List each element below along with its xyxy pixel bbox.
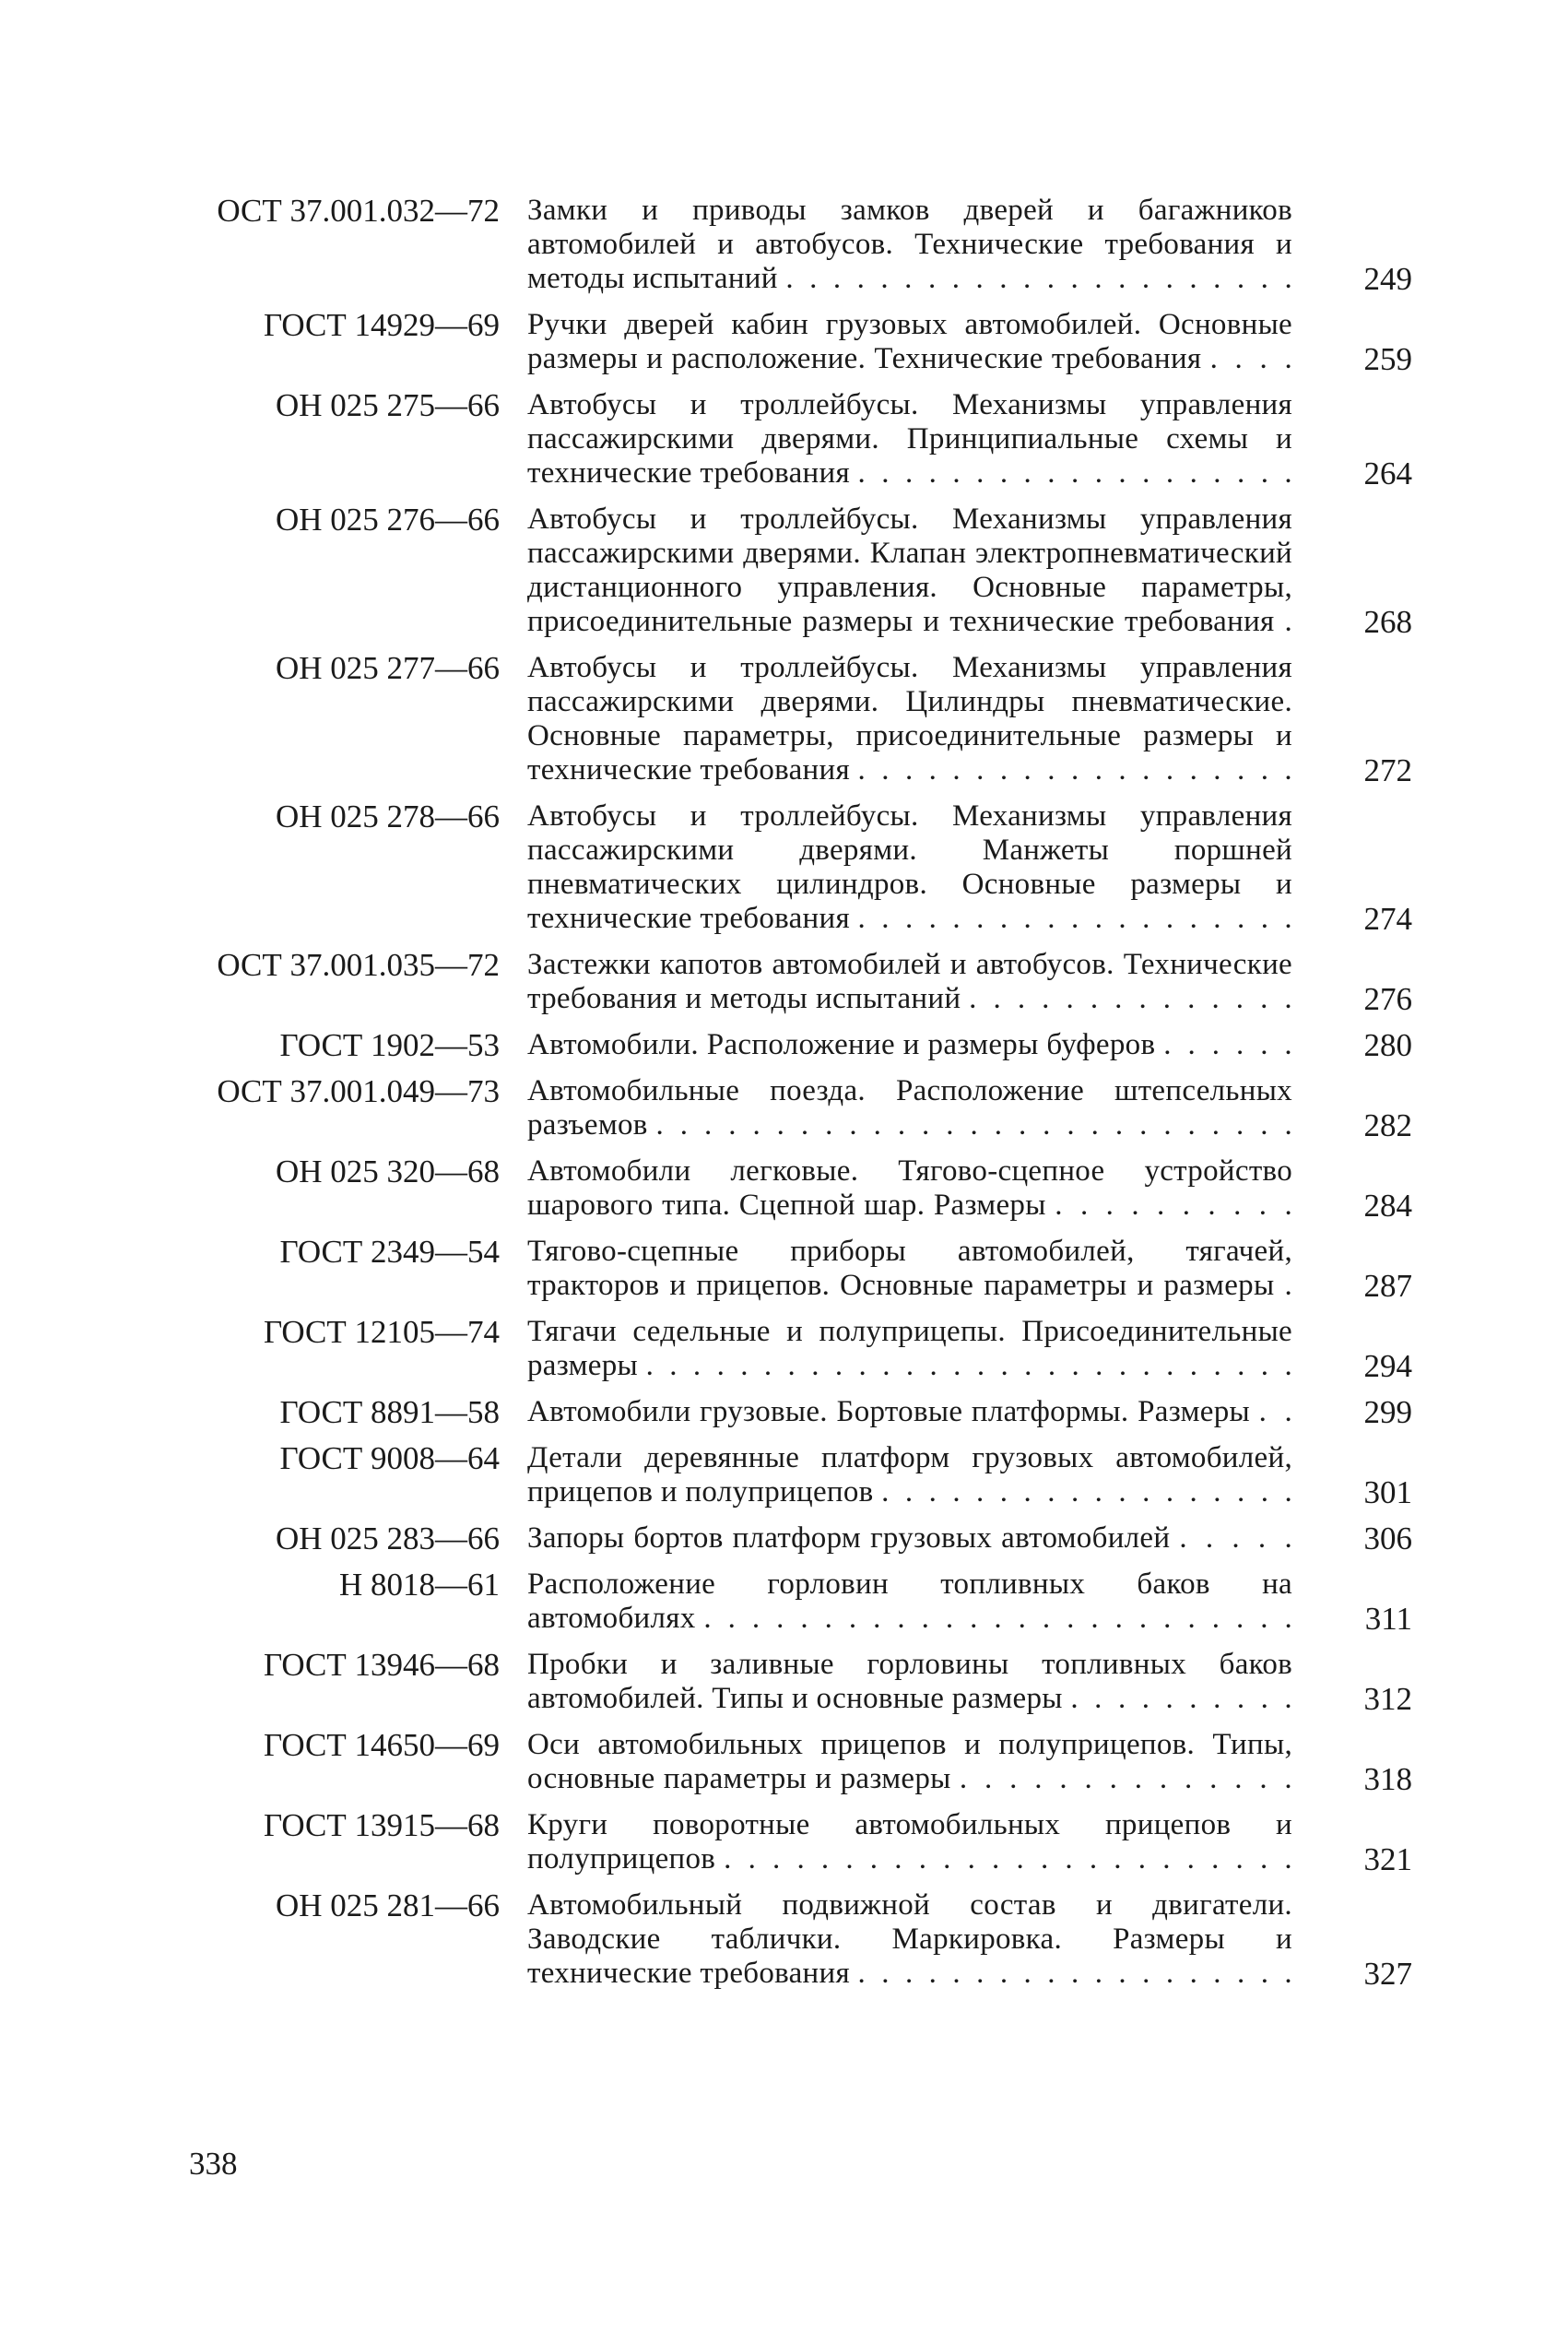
entry-title-wrap: [527, 1521, 1292, 1556]
entry-title: Оси автомобильных прицепов и полуприцепов. Типы, основные параметры и размеры . .: [527, 1728, 1292, 1796]
entry-page-number: 306: [1363, 1520, 1412, 1556]
standard-code: ОН 025 275—66: [275, 387, 500, 423]
entry-page-number: 284: [1363, 1188, 1412, 1224]
entry-title-wrap: [527, 1648, 1292, 1716]
standard-code: ГОСТ 13915—68: [263, 1807, 500, 1843]
toc-entry: [166, 948, 1420, 1016]
standard-code: ГОСТ 13946—68: [263, 1647, 500, 1683]
entry-title-column: [527, 651, 1292, 787]
entry-page-number: 280: [1363, 1027, 1412, 1063]
entry-title-column: [527, 1441, 1292, 1509]
entry-title-wrap: [527, 388, 1292, 491]
entry-title: Ручки дверей кабин грузовых автомобилей. Основные размеры и расположение. Технические требования . .: [527, 308, 1292, 376]
standard-code: Н 8018—61: [338, 1567, 500, 1603]
entry-title-column: [527, 1235, 1292, 1303]
entry-title: Автобусы и троллейбусы. Механизмы управления пассажирскими дверями. Манжеты поршней пневматических цилиндров. Основные размеры и технические требования . .: [527, 799, 1292, 936]
entry-title-wrap: [527, 948, 1292, 1016]
toc-entry: [166, 503, 1420, 639]
standard-code: ГОСТ 14650—69: [263, 1727, 500, 1763]
entry-title-wrap: [527, 1028, 1292, 1062]
entry-page-number: 274: [1363, 901, 1412, 937]
entry-title: Пробки и заливные горловины топливных баков автомобилей. Типы и основные размеры . .: [527, 1648, 1292, 1716]
toc-entry: [166, 1521, 1420, 1556]
entry-title-column: [527, 503, 1292, 639]
entry-title-wrap: [527, 1441, 1292, 1509]
entry-title-column: [527, 1154, 1292, 1223]
entry-title: Автобусы и троллейбусы. Механизмы управления пассажирскими дверями. Клапан электропневматический дистанционного управления. Основные параметры, присоединительные размеры и технические требования . .: [527, 503, 1292, 639]
standard-code: ОН 025 278—66: [275, 799, 500, 834]
standard-code: ГОСТ 8891—58: [279, 1394, 500, 1430]
toc-entry: [166, 308, 1420, 376]
standard-code: ГОСТ 14929—69: [263, 307, 500, 343]
entry-title-wrap: [527, 308, 1292, 376]
standard-code: ОСТ 37.001.035—72: [217, 947, 500, 983]
entry-page-number: 276: [1363, 981, 1412, 1017]
entry-page-number: 294: [1363, 1348, 1412, 1384]
standard-code: ОН 025 320—68: [275, 1154, 500, 1189]
toc-entry: [166, 1568, 1420, 1636]
standard-code: ОН 025 283—66: [275, 1520, 500, 1556]
entry-title: Тягово-сцепные приборы автомобилей, тягачей, тракторов и прицепов. Основные параметры и размеры . .: [527, 1235, 1292, 1303]
entry-page-number: 264: [1363, 456, 1412, 491]
standard-code: ГОСТ 12105—74: [263, 1314, 500, 1350]
entry-title: Автомобили легковые. Тягово-сцепное устройство шарового типа. Сцепной шар. Размеры . .: [527, 1154, 1292, 1223]
toc-entry: [166, 1315, 1420, 1383]
entry-title-column: [527, 1568, 1292, 1636]
entry-title-column: [527, 799, 1292, 936]
entry-title-wrap: [527, 1728, 1292, 1796]
entry-title-wrap: [527, 1888, 1292, 1991]
toc-entry: [166, 1235, 1420, 1303]
entry-title-wrap: [527, 1315, 1292, 1383]
standard-code: ОН 025 276—66: [275, 502, 500, 538]
standard-code: ГОСТ 1902—53: [279, 1027, 500, 1063]
toc-entry: [166, 1648, 1420, 1716]
entry-title: Тягачи седельные и полуприцепы. Присоединительные размеры . .: [527, 1315, 1292, 1383]
standard-code: ГОСТ 9008—64: [279, 1440, 500, 1476]
entry-page-number: 318: [1363, 1761, 1412, 1797]
entry-title-wrap: [527, 1154, 1292, 1223]
entry-title: Автобусы и троллейбусы. Механизмы управления пассажирскими дверями. Цилиндры пневматические. Основные параметры, присоединительные размеры и технические требования . .: [527, 651, 1292, 787]
entry-title: Автомобильные поезда. Расположение штепсельных разъемов . .: [527, 1074, 1292, 1142]
entry-title-wrap: [527, 651, 1292, 787]
entry-page-number: 282: [1363, 1107, 1412, 1143]
entry-title: Автобусы и троллейбусы. Механизмы управления пассажирскими дверями. Принципиальные схемы и технические требования . .: [527, 388, 1292, 491]
entry-page-number: 299: [1363, 1394, 1412, 1430]
entry-title-wrap: [527, 1074, 1292, 1142]
entry-title-wrap: [527, 503, 1292, 639]
toc-entry: [166, 388, 1420, 491]
entry-title-column: [527, 1888, 1292, 1991]
entry-page-number: 301: [1363, 1474, 1412, 1510]
entry-title-column: [527, 1074, 1292, 1142]
entry-page-number: 259: [1363, 341, 1412, 377]
entry-title-column: [527, 948, 1292, 1016]
entry-title-wrap: [527, 1808, 1292, 1876]
entry-title-wrap: [527, 799, 1292, 936]
entry-title-column: [527, 388, 1292, 491]
entry-title-wrap: [527, 194, 1292, 296]
entry-title-column: [527, 1728, 1292, 1796]
toc-entry: [166, 1074, 1420, 1142]
entry-title-column: [527, 1648, 1292, 1716]
entry-title-column: [527, 1521, 1292, 1556]
entry-page-number: 327: [1363, 1956, 1412, 1992]
toc-entry: [166, 1154, 1420, 1223]
toc-entry: [166, 651, 1420, 787]
entry-title: Застежки капотов автомобилей и автобусов. Технические требования и методы испытаний . .: [527, 948, 1292, 1016]
entry-page-number: 272: [1363, 752, 1412, 788]
entry-title: Замки и приводы замков дверей и багажников автомобилей и автобусов. Технические требования и методы испытаний . .: [527, 194, 1292, 296]
entry-title-column: [527, 1028, 1292, 1062]
toc-entry: [166, 1441, 1420, 1509]
entry-title: Автомобильный подвижной состав и двигатели. Заводские таблички. Маркировка. Размеры и технические требования . .: [527, 1888, 1292, 1991]
standard-code: ОСТ 37.001.032—72: [217, 193, 500, 229]
toc-entry: [166, 1728, 1420, 1796]
entry-title: Автомобили грузовые. Бортовые платформы. Размеры . .: [527, 1395, 1292, 1429]
toc-entry: [166, 194, 1420, 296]
entry-title-column: [527, 1395, 1292, 1429]
entry-page-number: 268: [1363, 604, 1412, 640]
standard-code: ОН 025 281—66: [275, 1887, 500, 1923]
entry-title: Автомобили. Расположение и размеры буферов . .: [527, 1028, 1292, 1062]
toc-entry: [166, 799, 1420, 936]
entry-title: Расположение горловин топливных баков на автомобилях . .: [527, 1568, 1292, 1636]
entry-page-number: 312: [1363, 1681, 1412, 1717]
toc-entry: [166, 1395, 1420, 1429]
entry-title: Круги поворотные автомобильных прицепов и полуприцепов . .: [527, 1808, 1292, 1876]
entry-title: Детали деревянные платформ грузовых автомобилей, прицепов и полуприцепов . .: [527, 1441, 1292, 1509]
entry-title-wrap: [527, 1235, 1292, 1303]
entry-page-number: 311: [1364, 1601, 1412, 1637]
entry-title: Запоры бортов платформ грузовых автомобилей . .: [527, 1521, 1292, 1556]
entry-title-column: [527, 1315, 1292, 1383]
entry-title-column: [527, 194, 1292, 296]
standard-code: ГОСТ 2349—54: [279, 1234, 500, 1270]
entry-title-wrap: [527, 1395, 1292, 1429]
standard-code: ОН 025 277—66: [275, 650, 500, 686]
page-number: 338: [189, 2146, 238, 2182]
toc-entry: [166, 1888, 1420, 1991]
entry-title-column: [527, 1808, 1292, 1876]
standard-code: ОСТ 37.001.049—73: [217, 1073, 500, 1109]
entry-title-wrap: [527, 1568, 1292, 1636]
entry-page-number: 287: [1363, 1268, 1412, 1304]
entry-page-number: 249: [1363, 261, 1412, 297]
entry-title-column: [527, 308, 1292, 376]
toc-entry: [166, 1808, 1420, 1876]
table-of-contents: [166, 194, 1420, 2003]
toc-entry: [166, 1028, 1420, 1062]
entry-page-number: 321: [1363, 1841, 1412, 1877]
